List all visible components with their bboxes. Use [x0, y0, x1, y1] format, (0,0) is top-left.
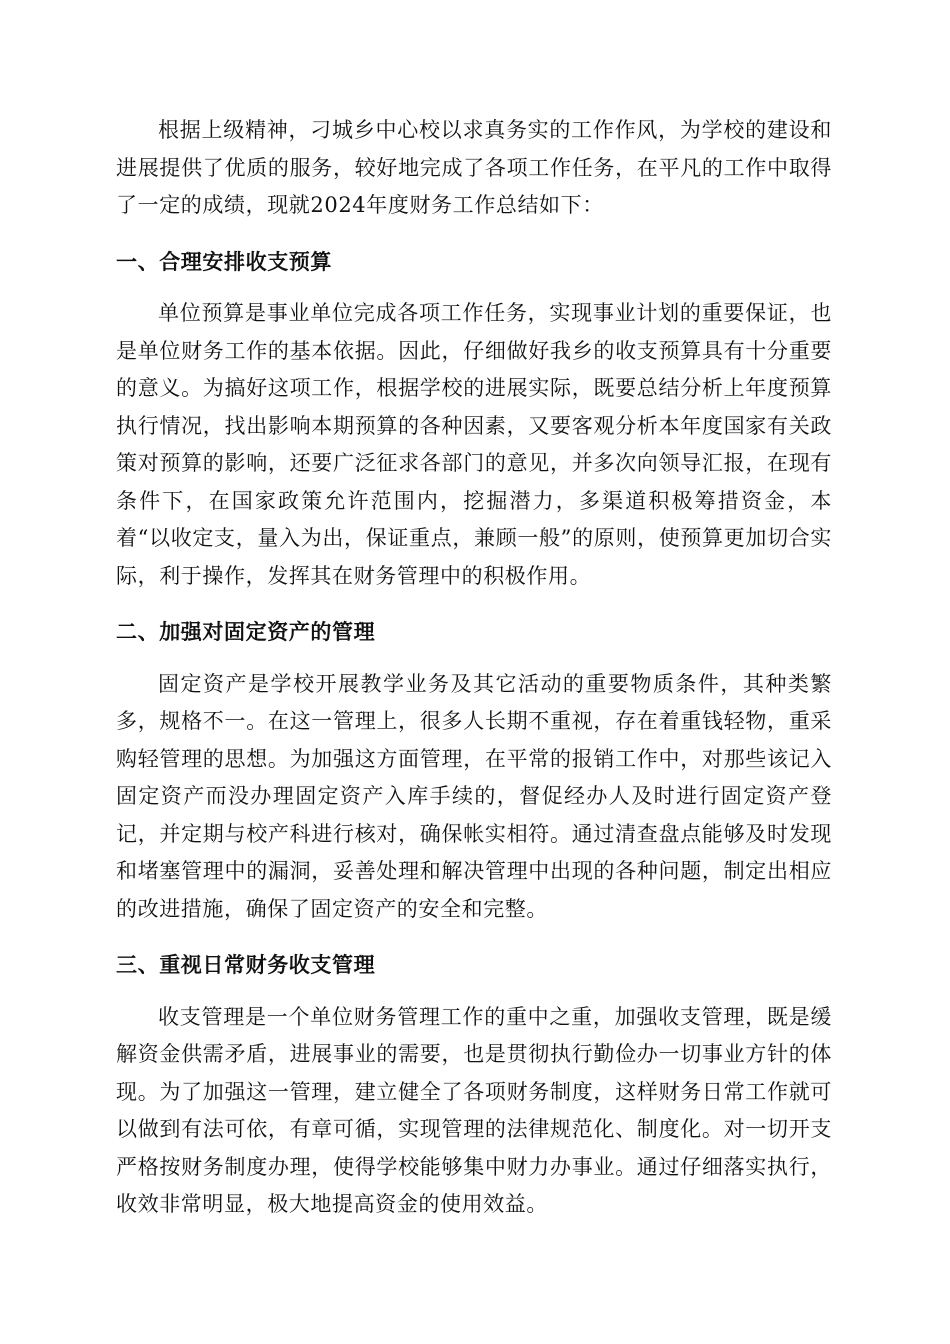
section-1-body: 单位预算是事业单位完成各项工作任务，实现事业计划的重要保证，也是单位财务工作的基本依据。因此，仔细做好我乡的收支预算具有十分重要的意义。为搞好这项工作，根据学校的进展实际，既要总结分析上年度预算执行情况，找出影响本期预算的各种因素，又要客观分析本年度国家有关政策对预算的影响，还要广泛征求各部门的意见，并多次向领导汇报，在现有条件下，在国家政策允许范围内，挖掘潜力，多渠道积极筹措资金，本着“以收定支，量入为出，保证重点，兼顾一般”的原则，使预算更加切合实际，利于操作，发挥其在财务管理中的积极作用。: [116, 301, 832, 588]
section-3-body: 收支管理是一个单位财务管理工作的重中之重，加强收支管理，既是缓解资金供需矛盾，进展事业的需要，也是贯彻执行勤俭办一切事业方针的体现。为了加强这一管理，建立健全了各项财务制度，这样财务日常工作就可以做到有法可依，有章可循，实现管理的法律规范化、制度化。对一切开支严格按财务制度办理，使得学校能够集中财力办事业。通过仔细落实执行，收效非常明显，极大地提高资金的使用效益。: [116, 1004, 832, 1216]
section-1-heading: 一、合理安排收支预算: [116, 249, 332, 274]
intro-paragraph: 根据上级精神，刁城乡中心校以求真务实的工作作风，为学校的建设和进展提供了优质的服务，较好地完成了各项工作任务，在平凡的工作中取得了一定的成绩，现就2024年度财务工作总结如下：: [116, 118, 832, 217]
section-2-body: 固定资产是学校开展教学业务及其它活动的重要物质条件，其种类繁多，规格不一。在这一管理上，很多人长期不重视，存在着重钱轻物，重采购轻管理的思想。为加强这方面管理，在平常的报销工作中，对那些该记入固定资产而没办理固定资产入库手续的，督促经办人及时进行固定资产登记，并定期与校产科进行核对，确保帐实相符。通过清查盘点能够及时发现和堵塞管理中的漏洞，妥善处理和解决管理中出现的各种问题，制定出相应的改进措施，确保了固定资产的安全和完整。: [116, 671, 832, 921]
section-3-heading: 三、重视日常财务收支管理: [116, 953, 376, 977]
document-page: [116, 112, 832, 1224]
section-2-heading: 二、加强对固定资产的管理: [116, 620, 376, 644]
